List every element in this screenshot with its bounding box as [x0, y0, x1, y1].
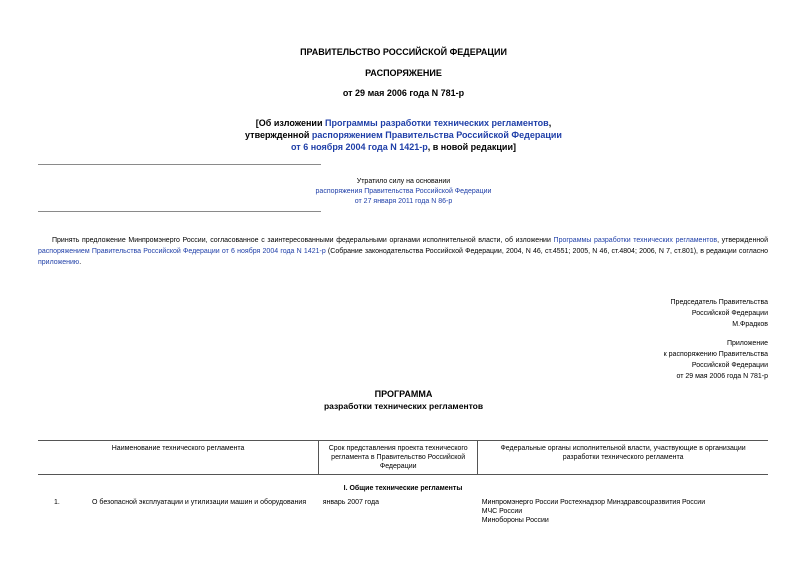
government-heading: ПРАВИТЕЛЬСТВО РОССИЙСКОЙ ФЕДЕРАЦИИ — [300, 47, 507, 57]
title-link-date[interactable]: от 6 ноября 2004 года N 1421-р — [291, 142, 428, 152]
title-open: [Об изложении — [255, 118, 325, 128]
appendix-block — [664, 338, 768, 382]
body-link-program[interactable]: Программы разработки технических регламентов — [553, 237, 718, 244]
divider-bottom — [38, 211, 321, 212]
document-title — [0, 117, 807, 153]
appendix-date: от 29 мая 2006 года N 781-р — [676, 373, 768, 380]
document-type: РАСПОРЯЖЕНИЕ — [365, 68, 442, 78]
title-close: , в новой редакции] — [427, 142, 516, 152]
signature-position: Председатель Правительства — [670, 299, 768, 306]
document-date-number: от 29 мая 2006 года N 781-р — [342, 88, 465, 98]
revocation-note — [0, 177, 807, 207]
signature-name: М.Фрадков — [732, 321, 768, 328]
column-header-name: Наименование технического регламента — [38, 441, 319, 475]
title-link-resolution[interactable]: распоряжением Правительства Российской Федерации — [311, 130, 562, 140]
body-text-3: (Собрание законодательства Российской Федерации, 2004, N 46, ст.4551; 2005, N 46, ст.4804; 2006, N 7, ст.801), в редакции согласно — [325, 248, 768, 255]
revocation-line1: Утратило силу на основании — [356, 178, 451, 185]
table-row — [38, 496, 768, 527]
agency-line: МЧС России — [481, 508, 523, 515]
revocation-link-resolution[interactable]: распоряжения Правительства Российской Федерации — [315, 188, 492, 195]
row-deadline: январь 2007 года — [322, 499, 380, 506]
title-line2-prefix: утвержденной — [245, 130, 312, 140]
agency-line: Минобороны России — [481, 517, 549, 524]
regulations-table — [38, 440, 768, 527]
program-title: ПРОГРАММА — [374, 389, 433, 399]
appendix-label: Приложение — [726, 340, 768, 347]
revocation-link-date[interactable]: от 27 января 2011 года N 86-р — [354, 198, 453, 205]
signature-country: Российской Федерации — [691, 310, 768, 317]
title-link-program[interactable]: Программы разработки технических регламентов — [325, 118, 549, 128]
signature-block — [671, 297, 768, 330]
body-text-1: Принять предложение Минпромэнерго России, согласованное с заинтересованными федеральными органами исполнительной власти, об изложении — [52, 237, 554, 244]
body-text-4: . — [79, 259, 82, 266]
body-text-2: , утвержденной — [717, 237, 768, 244]
appendix-reference: к распоряжению Правительства — [663, 351, 768, 358]
body-link-appendix[interactable]: приложению — [38, 259, 80, 266]
row-agencies — [478, 496, 768, 527]
row-number: 1. — [54, 499, 60, 506]
program-subtitle: разработки технических регламентов — [323, 401, 484, 411]
title-comma: , — [548, 118, 552, 128]
body-link-resolution[interactable]: распоряжением Правительства Российской Федерации от 6 ноября 2004 года N 1421-р — [38, 248, 326, 255]
row-regulation-name: О безопасной эксплуатации и утилизации машин и оборудования — [92, 499, 307, 506]
agency-line: Минпромэнерго России Ростехнадзор Минздравсоцразвития России — [481, 499, 706, 506]
appendix-country: Российской Федерации — [691, 362, 768, 369]
section-heading: I. Общие технические регламенты — [343, 485, 463, 492]
divider-top — [38, 164, 321, 165]
body-paragraph — [38, 235, 768, 268]
column-header-agencies: Федеральные органы исполнительной власти, участвующие в организации разработки технического регламента — [478, 441, 768, 475]
column-header-deadline: Срок представления проекта технического регламента в Правительство Российской Федерации — [319, 441, 478, 475]
